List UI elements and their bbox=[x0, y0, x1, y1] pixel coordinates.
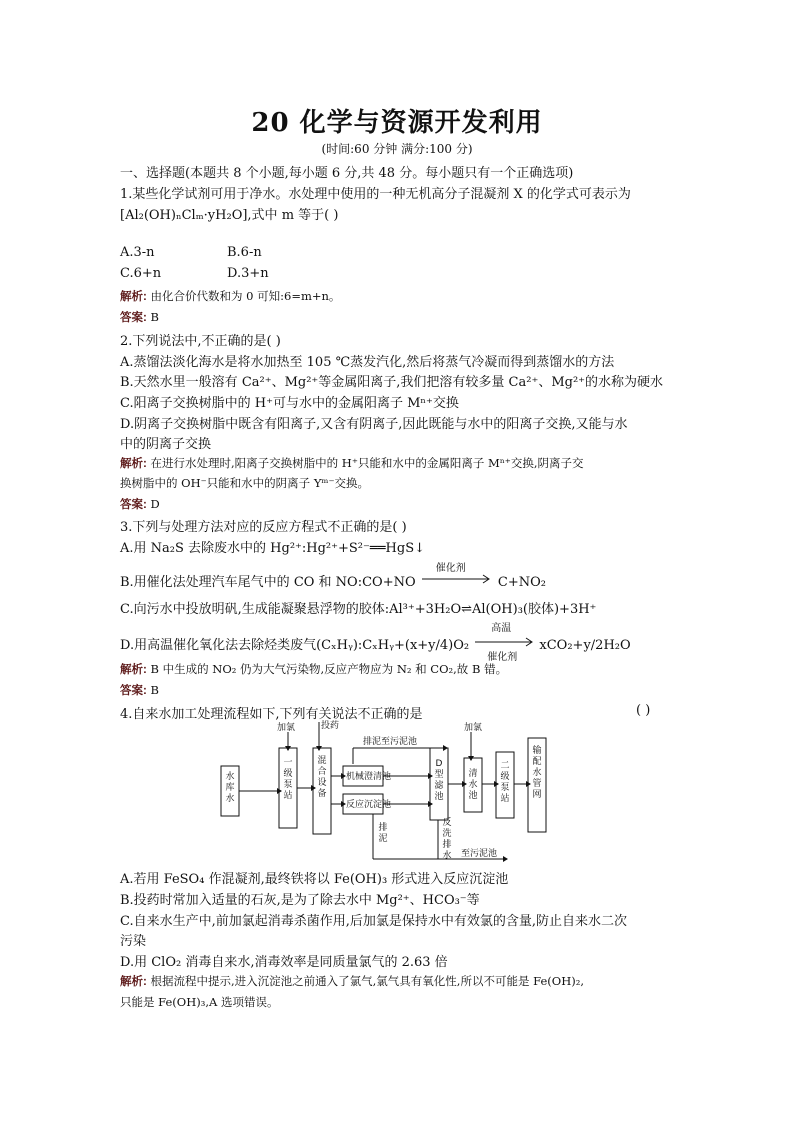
reaction-arrow-icon bbox=[473, 635, 535, 649]
q2-option-d-line2: 中的阴离子交换 bbox=[120, 437, 212, 452]
q2-stem: 2.下列说法中,不正确的是( ) bbox=[120, 334, 281, 349]
q3-option-b-left: B.用催化法处理汽车尾气中的 CO 和 NO:CO+NO bbox=[120, 575, 416, 590]
label-sludge-to-pool-top: 排泥至污泥池 bbox=[363, 737, 418, 747]
label-add-chlorine-1: 加氯 bbox=[277, 723, 296, 733]
label-add-chlorine-2: 加氯 bbox=[464, 723, 483, 733]
q1-stem-line1: 1.某些化学试剂可用于净水。水处理中使用的一种无机高分子混凝剂 X 的化学式可表示为 bbox=[120, 187, 631, 202]
answer-label: 答案: bbox=[120, 685, 147, 697]
q1-option-c: C.6+n bbox=[120, 266, 162, 281]
label-filter: D 型滤池 bbox=[434, 759, 444, 802]
q1-option-d: D.3+n bbox=[227, 266, 269, 281]
q4-analysis-line1 bbox=[120, 973, 584, 989]
q3-analysis bbox=[120, 661, 507, 677]
label-add-agent: 投药 bbox=[321, 721, 340, 731]
q2-answer-value: D bbox=[150, 497, 160, 511]
q2-option-b: B.天然水里一般溶有 Ca²⁺、Mg²⁺等金属阳离子,我们把溶有较多量 Ca²⁺、Mg²⁺的水称为硬水 bbox=[120, 375, 664, 390]
catalyst-arrow bbox=[420, 563, 494, 586]
q1-answer-value: B bbox=[150, 310, 159, 324]
answer-label: 答案: bbox=[120, 312, 147, 324]
q3-option-a: A.用 Na₂S 去除废水中的 Hg²⁺:Hg²⁺+S²⁻══HgS↓ bbox=[120, 541, 425, 556]
q3-option-d bbox=[120, 623, 631, 663]
q2-analysis-text-1: 在进行水处理时,阳离子交换树脂中的 H⁺只能和水中的金属阳离子 Mⁿ⁺交换,阴离子交 bbox=[150, 456, 584, 470]
q1-option-b: B.6-n bbox=[227, 245, 262, 260]
q4-option-d: D.用 ClO₂ 消毒自来水,消毒效率是同质量氯气的 2.63 倍 bbox=[120, 955, 448, 970]
q4-option-c-line2: 污染 bbox=[120, 934, 147, 949]
high-temp-label: 高温 bbox=[491, 623, 512, 634]
water-treatment-flow-diagram bbox=[213, 718, 553, 866]
page-title: 20 化学与资源开发利用 bbox=[251, 108, 543, 138]
section-heading: 一、选择题(本题共 8 个小题,每小题 6 分,共 48 分。每小题只有一个正确选项) bbox=[120, 166, 574, 181]
q2-analysis-line2: 换树脂中的 OH⁻只能和水中的阴离子 Yᵐ⁻交换。 bbox=[120, 476, 370, 490]
q1-analysis-text: 由化合价代数和为 0 可知:6=m+n。 bbox=[150, 289, 341, 303]
q3-stem: 3.下列与处理方法对应的反应方程式不正确的是( ) bbox=[120, 520, 407, 535]
catalyst-label: 催化剂 bbox=[435, 563, 466, 574]
label-to-sludge-pool: 至污泥池 bbox=[461, 849, 498, 859]
label-clear-pool: 清水池 bbox=[468, 769, 478, 801]
label-clarifier: 机械澄清池 bbox=[346, 772, 392, 782]
q2-option-a: A.蒸馏法淡化海水是将水加热至 105 ℃蒸发汽化,然后将蒸气冷凝而得到蒸馏水的方法 bbox=[120, 355, 615, 370]
q3-answer-value: B bbox=[150, 683, 159, 697]
analysis-label: 解析: bbox=[120, 458, 147, 470]
q1-option-a: A.3-n bbox=[120, 245, 155, 260]
reaction-arrow-icon bbox=[420, 572, 494, 586]
analysis-label: 解析: bbox=[120, 976, 147, 988]
analysis-label: 解析: bbox=[120, 664, 147, 676]
q2-answer bbox=[120, 496, 160, 512]
q1-answer bbox=[120, 309, 159, 325]
label-pipe-network: 输配水管网 bbox=[532, 746, 542, 800]
q4-option-b: B.投药时常加入适量的石灰,是为了除去水中 Mg²⁺、HCO₃⁻等 bbox=[120, 893, 480, 908]
page-subtitle: (时间:60 分钟 满分:100 分) bbox=[321, 142, 473, 156]
label-reservoir: 水库水 bbox=[225, 772, 235, 804]
q4-stem: 4.自来水加工处理流程如下,下列有关说法不正确的是 bbox=[120, 707, 423, 722]
q3-analysis-text: B 中生成的 NO₂ 仍为大气污染物,反应产物应为 N₂ 和 CO₂,故 B 错。 bbox=[150, 662, 508, 676]
q2-option-d-line1: D.阴离子交换树脂中既含有阳离子,又含有阴离子,因此既能与水中的阳离子交换,又能与水 bbox=[120, 417, 628, 432]
q4-analysis-text-1: 根据流程中提示,进入沉淀池之前通入了氯气,氯气具有氧化性,所以不可能是 Fe(OH)₂, bbox=[150, 974, 584, 988]
label-backwash: 反洗排水 bbox=[442, 818, 452, 861]
q3-option-b-right: C+NO₂ bbox=[497, 575, 547, 590]
q3-answer bbox=[120, 682, 159, 698]
q4-option-a: A.若用 FeSO₄ 作混凝剂,最终铁将以 Fe(OH)₃ 形式进入反应沉淀池 bbox=[120, 872, 509, 887]
q3-option-b bbox=[120, 563, 547, 590]
q3-option-d-right: xCO₂+y/2H₂O bbox=[539, 638, 631, 653]
analysis-label: 解析: bbox=[120, 291, 147, 303]
q2-analysis-line1 bbox=[120, 455, 584, 471]
q3-option-c: C.向污水中投放明矾,生成能凝聚悬浮物的胶体:Al³⁺+3H₂O⇌Al(OH)₃(胶体)+3H⁺ bbox=[120, 602, 597, 617]
q4-answer-bracket: ( ) bbox=[636, 703, 651, 718]
q3-option-d-left: D.用高温催化氧化法去除烃类废气(CₓHᵧ):CₓHᵧ+(x+y/4)O₂ bbox=[120, 638, 470, 653]
q4-option-c-line1: C.自来水生产中,前加氯起消毒杀菌作用,后加氯是保持水中有效氯的含量,防止自来水二次 bbox=[120, 914, 628, 929]
q1-stem-line2: [Al₂(OH)ₙClₘ·yH₂O],式中 m 等于( ) bbox=[120, 208, 339, 223]
q2-option-c: C.阳离子交换树脂中的 H⁺可与水中的金属阳离子 Mⁿ⁺交换 bbox=[120, 396, 459, 411]
label-pump2: 二级泵站 bbox=[500, 761, 510, 804]
q4-analysis-line2: 只能是 Fe(OH)₃,A 选项错误。 bbox=[120, 995, 279, 1009]
q1-analysis bbox=[120, 288, 340, 304]
answer-label: 答案: bbox=[120, 499, 147, 511]
catalyst-label: 催化剂 bbox=[487, 652, 518, 663]
high-temp-catalyst-arrow bbox=[473, 623, 535, 663]
label-settler: 反应沉淀池 bbox=[346, 800, 392, 810]
label-mixer: 混合设备 bbox=[317, 756, 327, 799]
label-pump1: 一级泵站 bbox=[283, 758, 293, 801]
label-sludge-discharge: 排泥 bbox=[378, 823, 388, 844]
